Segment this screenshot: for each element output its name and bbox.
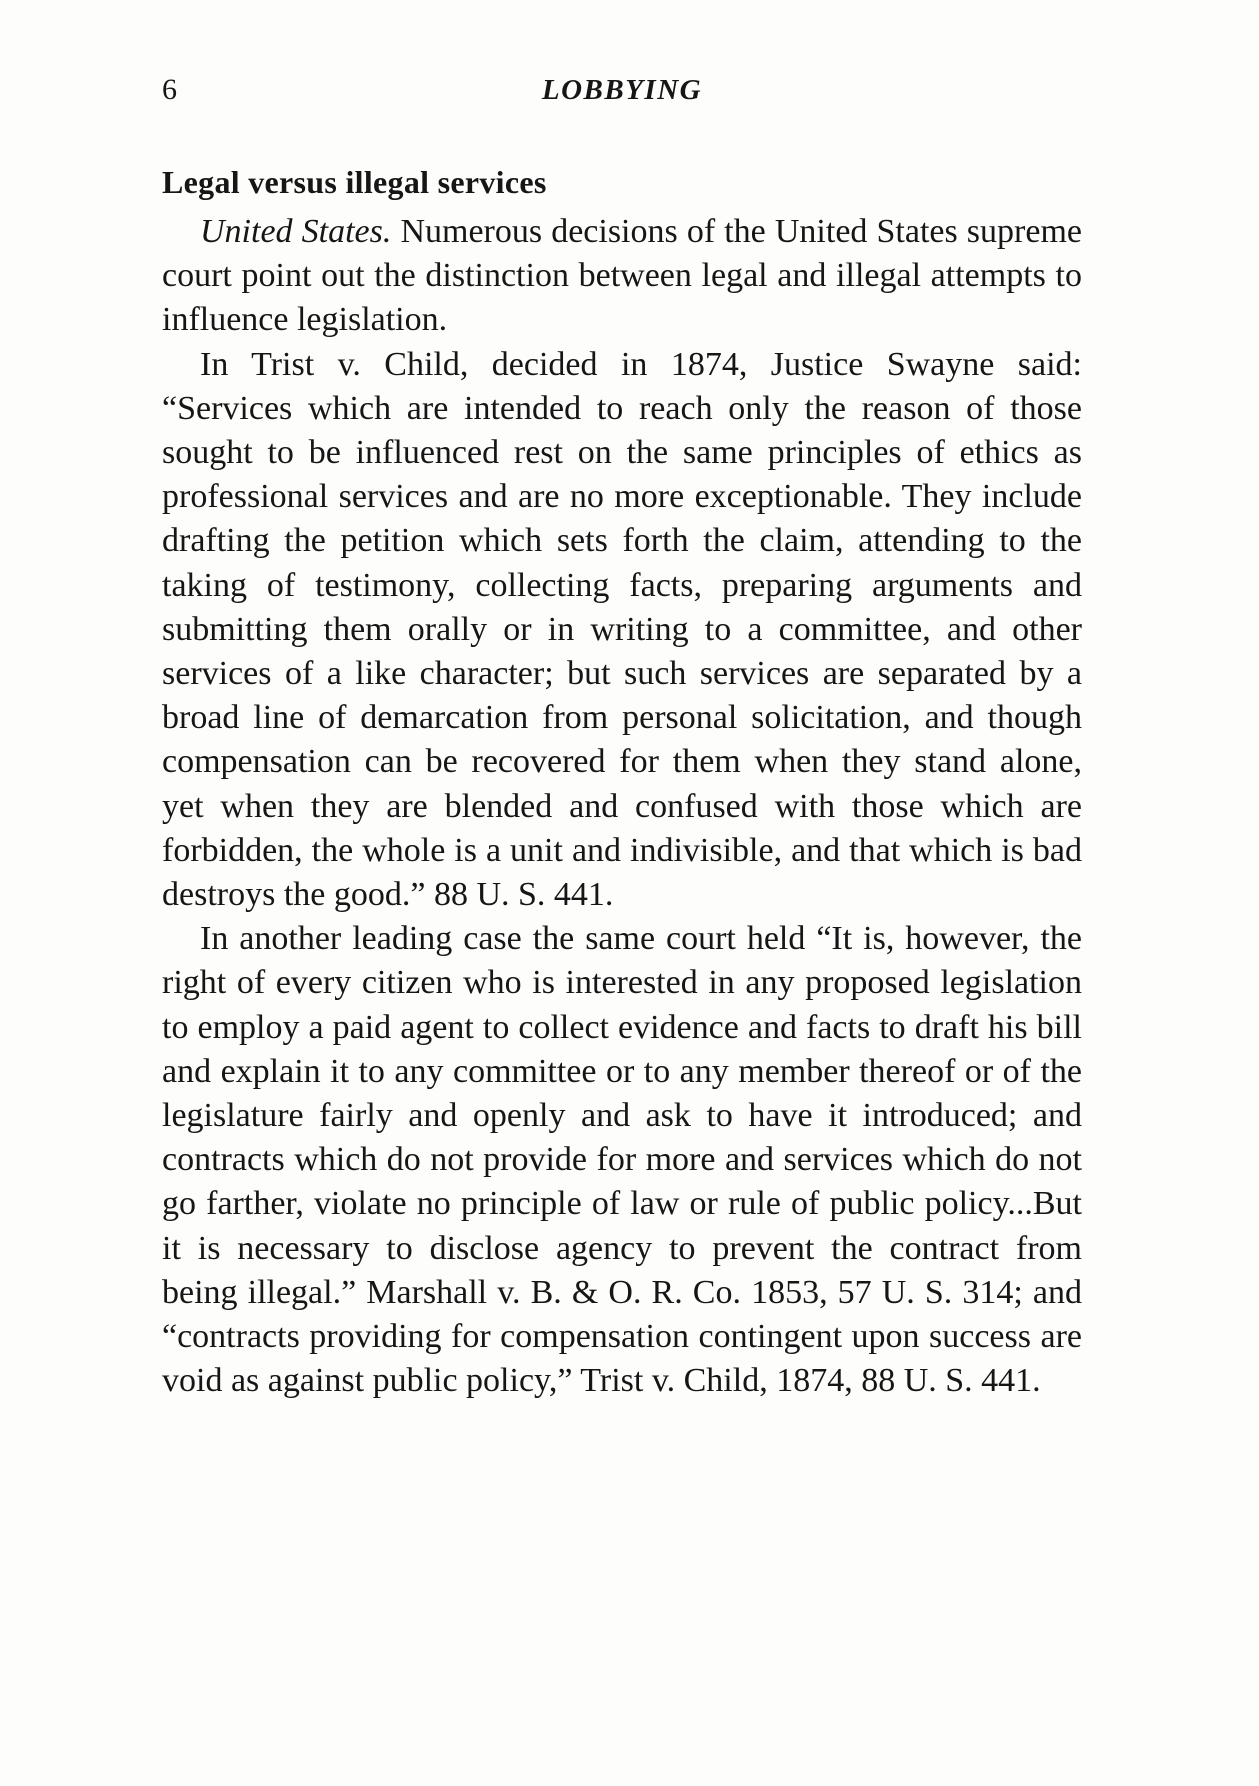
paragraph-lead: United States. xyxy=(200,213,392,250)
page-number: 6 xyxy=(162,73,177,106)
section-heading: Legal versus illegal services xyxy=(162,164,547,200)
paragraph-text: In another leading case the same court held “It is, however, the right of every citizen who is interested in any proposed legislation to employ a paid agent to collect evidence and facts to draft his bill and explain it to any committee or to any member thereof or of the legislature fairly and openly and ask to have it introduced; and contracts which do not provide for more and services which do not go farther, violate no principle of law or rule of public policy...But it is necessary to disclose agency to prevent the contract from being illegal.” Marshall v. B. & O. R. Co. 1853, 57 U. S. 314; and “contracts providing for compensation contingent upon success are void as against public policy,” Trist v. Child, 1874, 88 U. S. 441. xyxy=(162,920,1082,1400)
running-title: LOBBYING xyxy=(541,74,703,106)
paragraph-text: In Trist v. Child, decided in 1874, Justice Swayne said: “Services which are intended to reach only the reason of those sought to be influenced rest on the same principles of ethics as professional services and are no more exceptionable. They include drafting the petition which sets forth the claim, attending to the taking of testimony, collecting facts, preparing arguments and submitting them orally or in writing to a committee, and other services of a like character; but such services are separated by a broad line of demarcation from personal solicitation, and though compensation can be recovered for them when they stand alone, yet when they are blended and confused with those which are forbidden, the whole is a unit and indivisible, and that which is bad destroys the good.” 88 U. S. 441. xyxy=(162,345,1082,914)
paragraph-text: Numerous decisions of the United States supreme court point out the distinction between legal and illegal attempts to influence legislation. xyxy=(162,213,1082,339)
paragraph xyxy=(162,210,1082,343)
running-head xyxy=(162,70,1082,110)
body-text xyxy=(162,160,1082,1403)
paragraph xyxy=(162,343,1082,918)
paragraph xyxy=(162,917,1082,1403)
